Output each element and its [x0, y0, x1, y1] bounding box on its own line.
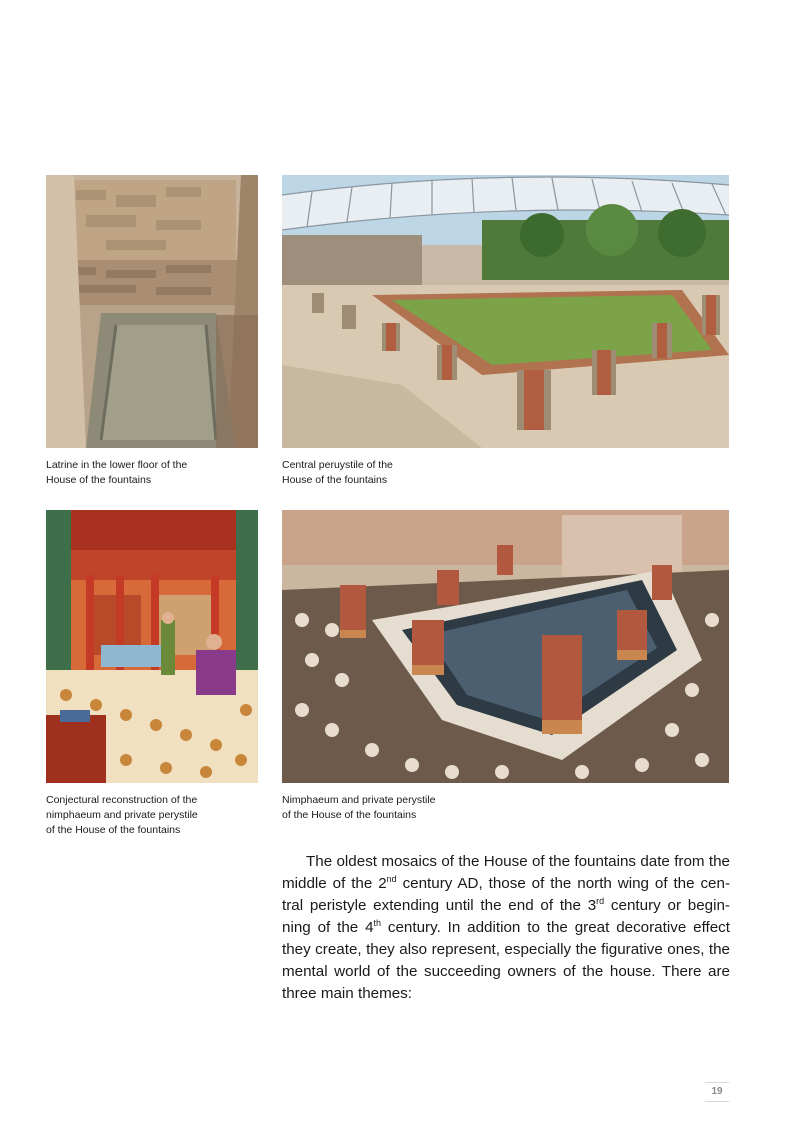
reconstruction-illustration [46, 510, 258, 783]
caption-line: Latrine in the lower floor of the [46, 459, 188, 471]
paragraph-line: The oldest mosaics of the House of the fountains date from the [306, 853, 730, 870]
caption-line: of the House of the fountains [46, 824, 181, 836]
latrine-photo [46, 175, 258, 448]
caption-line: Conjectural reconstruction of the [46, 794, 198, 806]
body-paragraph [282, 851, 730, 1005]
paragraph-line: middle of the 2nd century AD, those of the north wing of the cen- [282, 873, 731, 892]
figure-caption-nimphaeum [282, 793, 436, 823]
paragraph-line: they create, they also represent, especially the figurative ones, the [282, 941, 730, 958]
caption-line: Nimphaeum and private perystile [282, 794, 436, 806]
nimphaeum-photo [282, 510, 729, 783]
central-peristyle-photo [282, 175, 729, 448]
paragraph-line: three main themes: [282, 985, 412, 1002]
caption-line: nimphaeum and private perystile [46, 809, 198, 821]
caption-line: House of the fountains [282, 474, 388, 486]
caption-line: Central peruystile of the [282, 459, 393, 471]
figure-caption-central-peristyle [282, 458, 393, 488]
caption-line: of the House of the fountains [282, 809, 417, 821]
figure-caption-reconstruction [46, 793, 198, 838]
page-number: 19 [705, 1082, 729, 1102]
figure-caption-latrine [46, 458, 187, 488]
paragraph-line: tral peristyle extending until the end of the 3rd century or begin- [282, 895, 730, 914]
paragraph-line: mental world of the succeeding owners of the house. There are [282, 963, 730, 980]
paragraph-line: ning of the 4th century. In addition to the great decorative effect [282, 917, 730, 936]
caption-line: House of the fountains [46, 474, 152, 486]
